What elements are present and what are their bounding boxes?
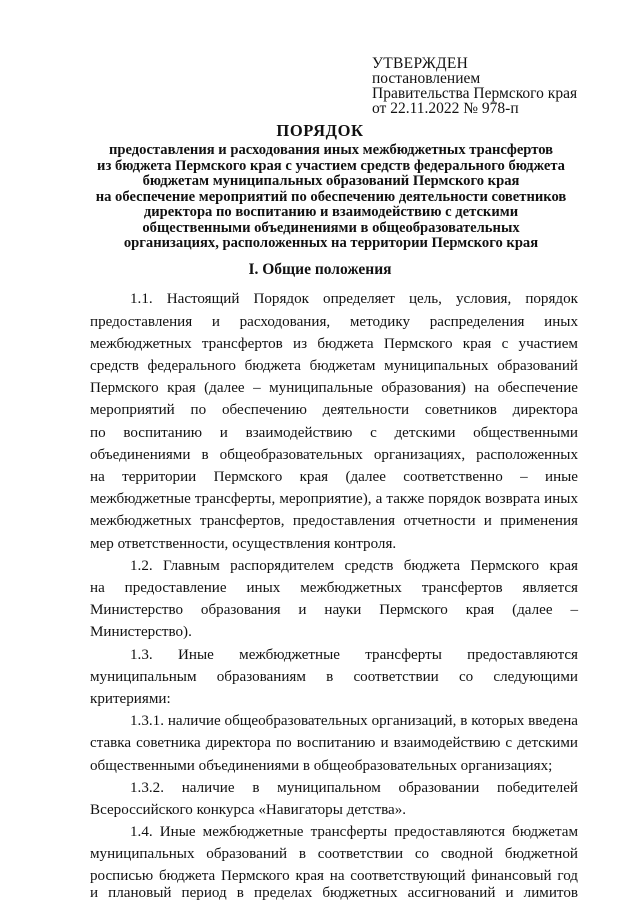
subtitle-line: общественными объединениями в общеобразовательных [142,219,520,236]
section-heading: I. Общие положения [248,261,392,278]
body-line: 1.2. Главным распорядителем средств бюджета Пермского края [130,558,578,574]
body-line: Министерство). [90,624,192,640]
body-line: муниципальных образований в соответствии со сводной бюджетной [90,846,578,862]
body-line: 1.4. Иные межбюджетные трансферты предоставляются бюджетам [130,824,578,840]
body-line: предоставления и расходования, методику распределения иных [90,314,578,330]
body-line: и плановый период в пределах бюджетных ассигнований и лимитов [90,885,578,901]
body-line: мер ответственности, осуществления контроля. [90,536,397,552]
body-line: объединениями в общеобразовательных организациях, расположенных [90,447,578,463]
subtitle-line: директора по воспитанию и взаимодействию с детскими [143,204,519,220]
body-line: росписью бюджета Пермского края на соответствующий финансовый год [90,868,578,884]
approval-stamp [372,56,577,116]
body-line: межбюджетные трансферты, мероприятие), а также порядок возврата иных [90,491,578,507]
body-line: средств федерального бюджета бюджетам муниципальных образований [90,358,578,374]
subtitle-line: предоставления и расходования иных межбюджетных трансфертов [108,142,554,158]
body-line: ставка советника директора по воспитанию и взаимодействию с детскими [90,735,578,751]
body-line: 1.3.2. наличие в муниципальном образовании победителей [130,780,578,796]
body-line: Всероссийского конкурса «Навигаторы детства». [90,802,407,818]
approval-line: Правительства Пермского края [372,85,578,102]
document-title: ПОРЯДОК [276,121,364,140]
subtitle-line: бюджетам муниципальных образований Пермского края [142,173,520,189]
body-line: на предоставление иных межбюджетных трансфертов является [90,580,578,596]
body-line: критериями: [90,691,171,707]
body-line: 1.1. Настоящий Порядок определяет цель, условия, порядок [130,291,578,307]
body-line: по воспитанию и взаимодействию с детскими общественными [90,425,578,441]
body-line: межбюджетных трансфертов, предоставления отчетности и применения [90,513,578,529]
body-line: Министерство образования и науки Пермского края (далее – [90,602,578,618]
approval-heading: УТВЕРЖДЕН [372,55,469,72]
subtitle-line: из бюджета Пермского края с участием средств федерального бюджета [97,157,565,174]
subtitle-line: организациях, расположенных на территории Пермского края [123,235,539,251]
approval-line: постановлением [372,70,481,87]
body-line: мероприятий по обеспечению деятельности советников директора [90,402,578,418]
approval-line: от 22.11.2022 № 978-п [372,100,519,117]
body-line: 1.3.1. наличие общеобразовательных организаций, в которых введена [130,713,578,729]
body-line: межбюджетных трансфертов из бюджета Пермского края с участием [90,336,578,352]
document-subtitle [75,143,587,252]
body-line: 1.3. Иные межбюджетные трансферты предоставляются [130,647,578,663]
body-line: на территории Пермского края (далее соответственно – иные [90,469,578,485]
body-line: общественными объединениями в общеобразовательных организациях; [90,758,553,774]
body-line: муниципальным образованиям в соответствии со следующими [90,669,578,685]
subtitle-line: на обеспечение мероприятий по обеспечению деятельности советников [95,188,567,205]
body-line: Пермского края (далее – муниципальные образования) на обеспечение [90,380,578,396]
